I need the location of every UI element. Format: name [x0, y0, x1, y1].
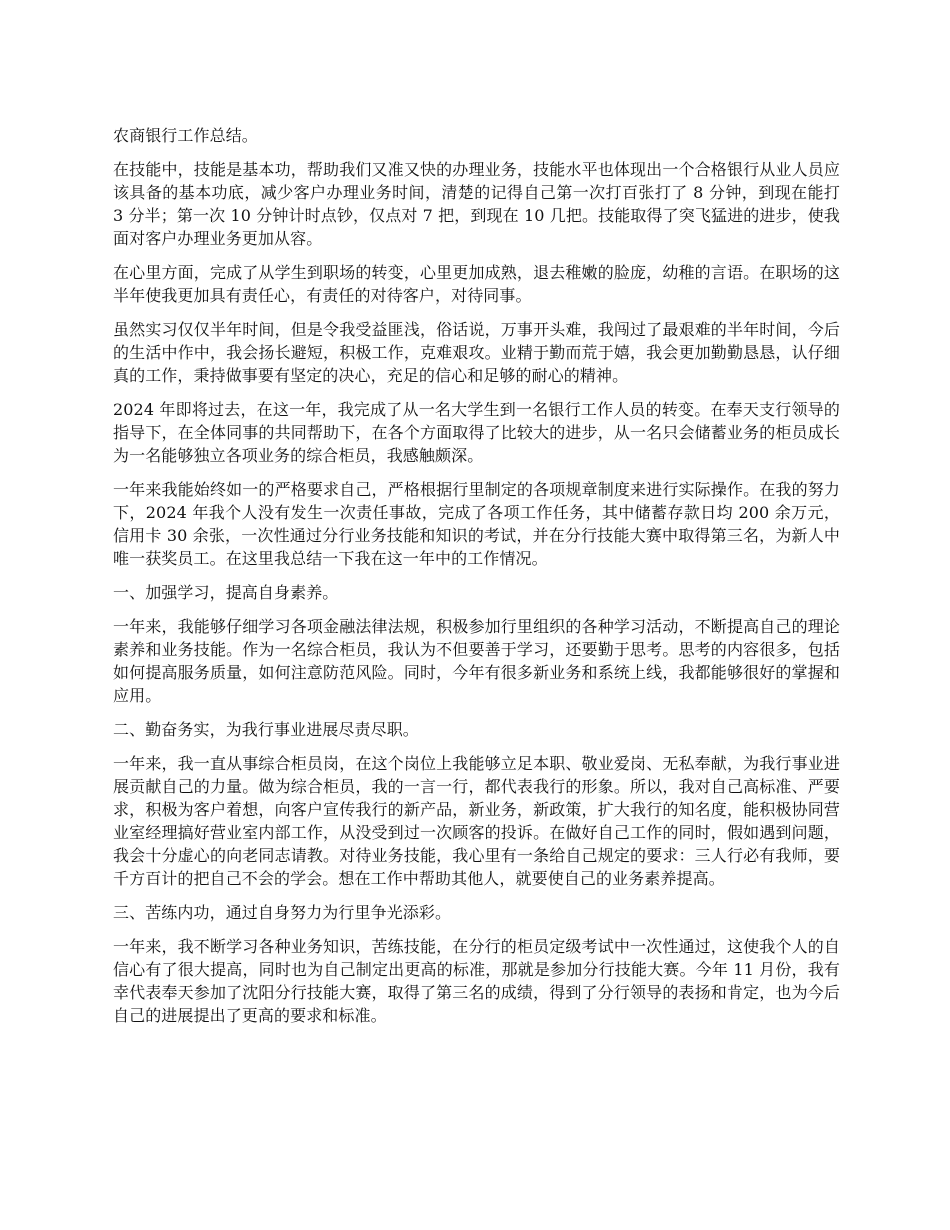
paragraph-duty: 一年来，我一直从事综合柜员岗，在这个岗位上我能够立足本职、敬业爱岗、无私奉献，为我行事业进展贡献自己的力量。做为综合柜员，我的一言一行，都代表我行的形象。所以，我对自己高标准、严要求，积极为客户着想，向客户宣传我行的新产品，新业务，新政策，扩大我行的知名度，能积极协同营业室经理搞好营业室内部工作，从没受到过一次顾客的投诉。在做好自己工作的同时，假如遇到问题，我会十分虚心的向老同志请教。对待业务技能，我心里有一条给自己规定的要求：三人行必有我师，要千方百计的把自己不会的学会。想在工作中帮助其他人，就要使自己的业务素养提高。 [113, 754, 840, 888]
section-heading-3: 三、苦练内功，通过自身努力为行里争光添彩。 [113, 903, 452, 922]
paragraph-skills: 在技能中，技能是基本功，帮助我们又准又快的办理业务，技能水平也体现出一个合格银行从业人员应该具备的基本功底，减少客户办理业务时间，清楚的记得自己第一次打百张打了 8 分钟，到现在能打 3 分半；第一次 10 分钟计时点钞，仅点对 7 把，到现在 10 几把。技能取得了突飞猛进的进步，使我面对客户办理业务更加从容。 [113, 160, 840, 248]
paragraph-mindset: 在心里方面，完成了从学生到职场的转变，心里更加成熟，退去稚嫩的脸庞，幼稚的言语。在职场的这半年使我更加具有责任心，有责任的对待客户，对待同事。 [113, 263, 840, 305]
document-title: 农商银行工作总结。 [113, 126, 258, 145]
section-heading-2: 二、勤奋务实，为我行事业进展尽责尽职。 [113, 720, 419, 739]
section-heading-1: 一、加强学习，提高自身素养。 [113, 583, 339, 602]
paragraph-achievements: 一年来我能始终如一的严格要求自己，严格根据行里制定的各项规章制度来进行实际操作。在我的努力下，2024 年我个人没有发生一次责任事故，完成了各项工作任务，其中储蓄存款日均 200 余万元，信用卡 30 余张，一次性通过分行业务技能和知识的考试，并在分行技能大赛中取得第三名，为新人中唯一获奖员工。在这里我总结一下我在这一年中的工作情况。 [113, 480, 840, 568]
document-body [113, 124, 840, 1038]
paragraph-learning: 一年来，我能够仔细学习各项金融法律法规，积极参加行里组织的各种学习活动，不断提高自己的理论素养和业务技能。作为一名综合柜员，我认为不但要善于学习，还要勤于思考。思考的内容很多，包括如何提高服务质量，如何注意防范风险。同时，今年有很多新业务和系统上线，我都能够很好的掌握和应用。 [113, 617, 840, 705]
paragraph-year-review: 2024 年即将过去，在这一年，我完成了从一名大学生到一名银行工作人员的转变。在奉天支行领导的指导下，在全体同事的共同帮助下，在各个方面取得了比较大的进步，从一名只会储蓄业务的柜员成长为一名能够独立各项业务的综合柜员，我感触颇深。 [113, 400, 840, 465]
paragraph-competition: 一年来，我不断学习各种业务知识，苦练技能，在分行的柜员定级考试中一次性通过，这使我个人的自信心有了很大提高，同时也为自己制定出更高的标准，那就是参加分行技能大赛。今年 11 月份，我有幸代表奉天参加了沈阳分行技能大赛，取得了第三名的成绩，得到了分行领导的表扬和肯定，也为今后自己的进展提出了更高的要求和标准。 [113, 937, 840, 1025]
paragraph-internship: 虽然实习仅仅半年时间，但是令我受益匪浅，俗话说，万事开头难，我闯过了最艰难的半年时间，今后的生活中作中，我会扬长避短，积极工作，克难艰攻。业精于勤而荒于嬉，我会更加勤勤恳恳，认仔细真的工作，秉持做事要有坚定的决心，充足的信心和足够的耐心的精神。 [113, 320, 840, 385]
